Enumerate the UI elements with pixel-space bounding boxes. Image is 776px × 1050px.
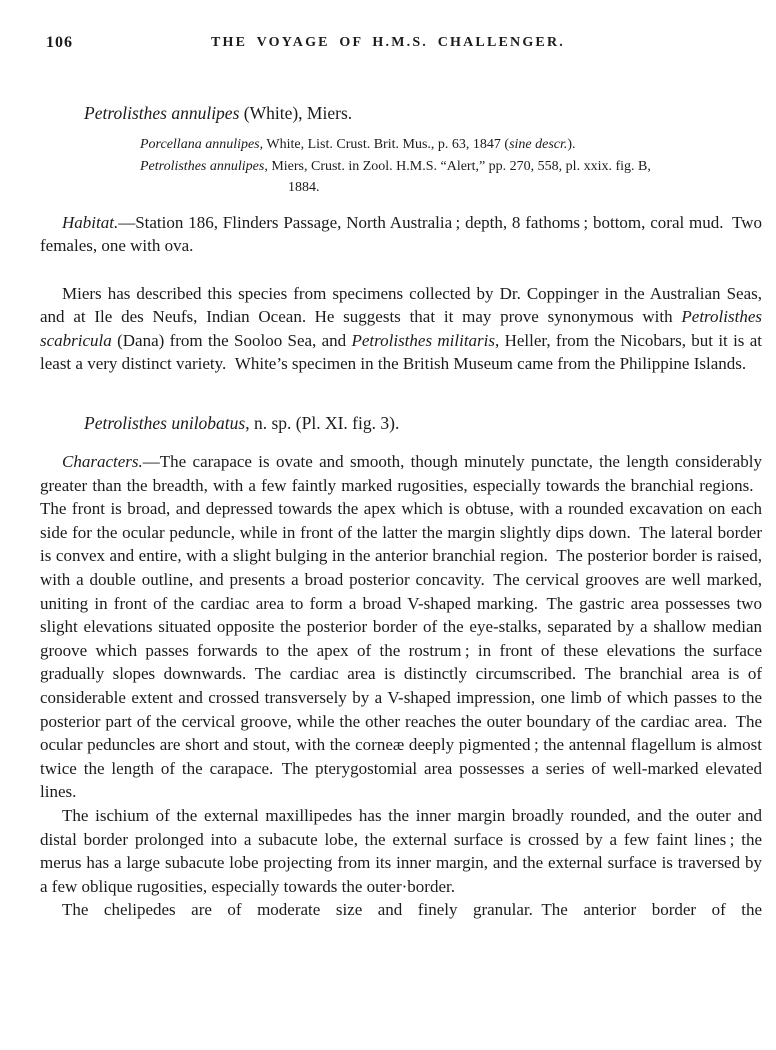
discussion-paragraph: Miers has described this species from specimens collected by Dr. Coppinger in the Australian Seas, and at Ile des Neufs, Indian Ocean. He suggests that it may prove synonymous with Petrolisthes scabricula (Dana) from the Sooloo Sea, and Petrolisthes militaris, Heller, from the Nicobars, but it is at least a very distinct variety. White’s specimen in the British Museum came from the Philippine Islands. (40, 283, 762, 374)
chelipedes-paragraph: The chelipedes are of moderate size and finely granular. The anterior border of the (62, 900, 762, 920)
page-header (40, 34, 762, 54)
characters-paragraph: Characters.—The carapace is ovate and smooth, though minutely punctate, the length considerably greater than the breadth, with a few faintly marked rugosities, especially towards the branchial regions. The front is broad, and depressed towards the apex which is obtuse, with a rounded excavation on each side for the ocular peduncle, while in front of the latter the margin slightly dips down. The lateral border is convex and entire, with a slight bulging in the anterior branchial region. The posterior border is raised, with a double outline, and presents a broad posterior concavity. The cervical grooves are well marked, uniting in front of the cardiac area to form a broad V-shaped marking. The gastric area possesses two slight elevations situated opposite the posterior border of the eye-stalks, separated by a shallow median groove which passes forwards to the apex of the rostrum ; in front of these elevations the surface gradually slopes downwards. The cardiac area is distinctly circumscribed. The branchial area is of considerable extent and crossed transversely by a V-shaped impression, one limb of which passes to the posterior part of the cervical groove, while the other reaches the outer boundary of the cardiac area. The ocular peduncles are short and stout, with the corneæ deeply pigmented ; the antennal flagellum is almost twice the length of the carapace. The pterygostomial area possesses a series of well-marked elevated lines. (40, 452, 762, 802)
maxillipedes-paragraph: The ischium of the external maxillipedes has the inner margin broadly rounded, and the outer and distal border prolonged into a subacute lobe, the external surface is crossed by a few faint lines ; the merus has a large subacute lobe projecting from its inner margin, and the external surface is traversed by a few oblique rugosities, especially towards the outer·border. (40, 805, 762, 896)
synonymy-entry-petrolisthes: Petrolisthes annulipes, Miers, Crust. in Zool. H.M.S. “Alert,” pp. 270, 558, pl. xxix. fig. B, 1884. (140, 158, 651, 195)
synonymy-entry-porcellana: Porcellana annulipes, White, List. Crust. Brit. Mus., p. 63, 1847 (sine descr.). (140, 137, 576, 152)
species-heading-annulipes: Petrolisthes annulipes (White), Miers. (84, 103, 353, 123)
species-section-unilobatus (40, 412, 762, 922)
species-section-annulipes (40, 102, 762, 376)
page-number: 106 (46, 34, 73, 51)
synonymy-list (140, 134, 762, 199)
habitat-paragraph: Habitat.—Station 186, Flinders Passage, North Australia ; depth, 8 fathoms ; bottom, coral mud. Two females, one with ova. (40, 212, 762, 256)
running-title: THE VOYAGE OF H.M.S. CHALLENGER. (211, 35, 565, 50)
species-heading-unilobatus: Petrolisthes unilobatus, n. sp. (Pl. XI. fig. 3). (84, 413, 400, 434)
